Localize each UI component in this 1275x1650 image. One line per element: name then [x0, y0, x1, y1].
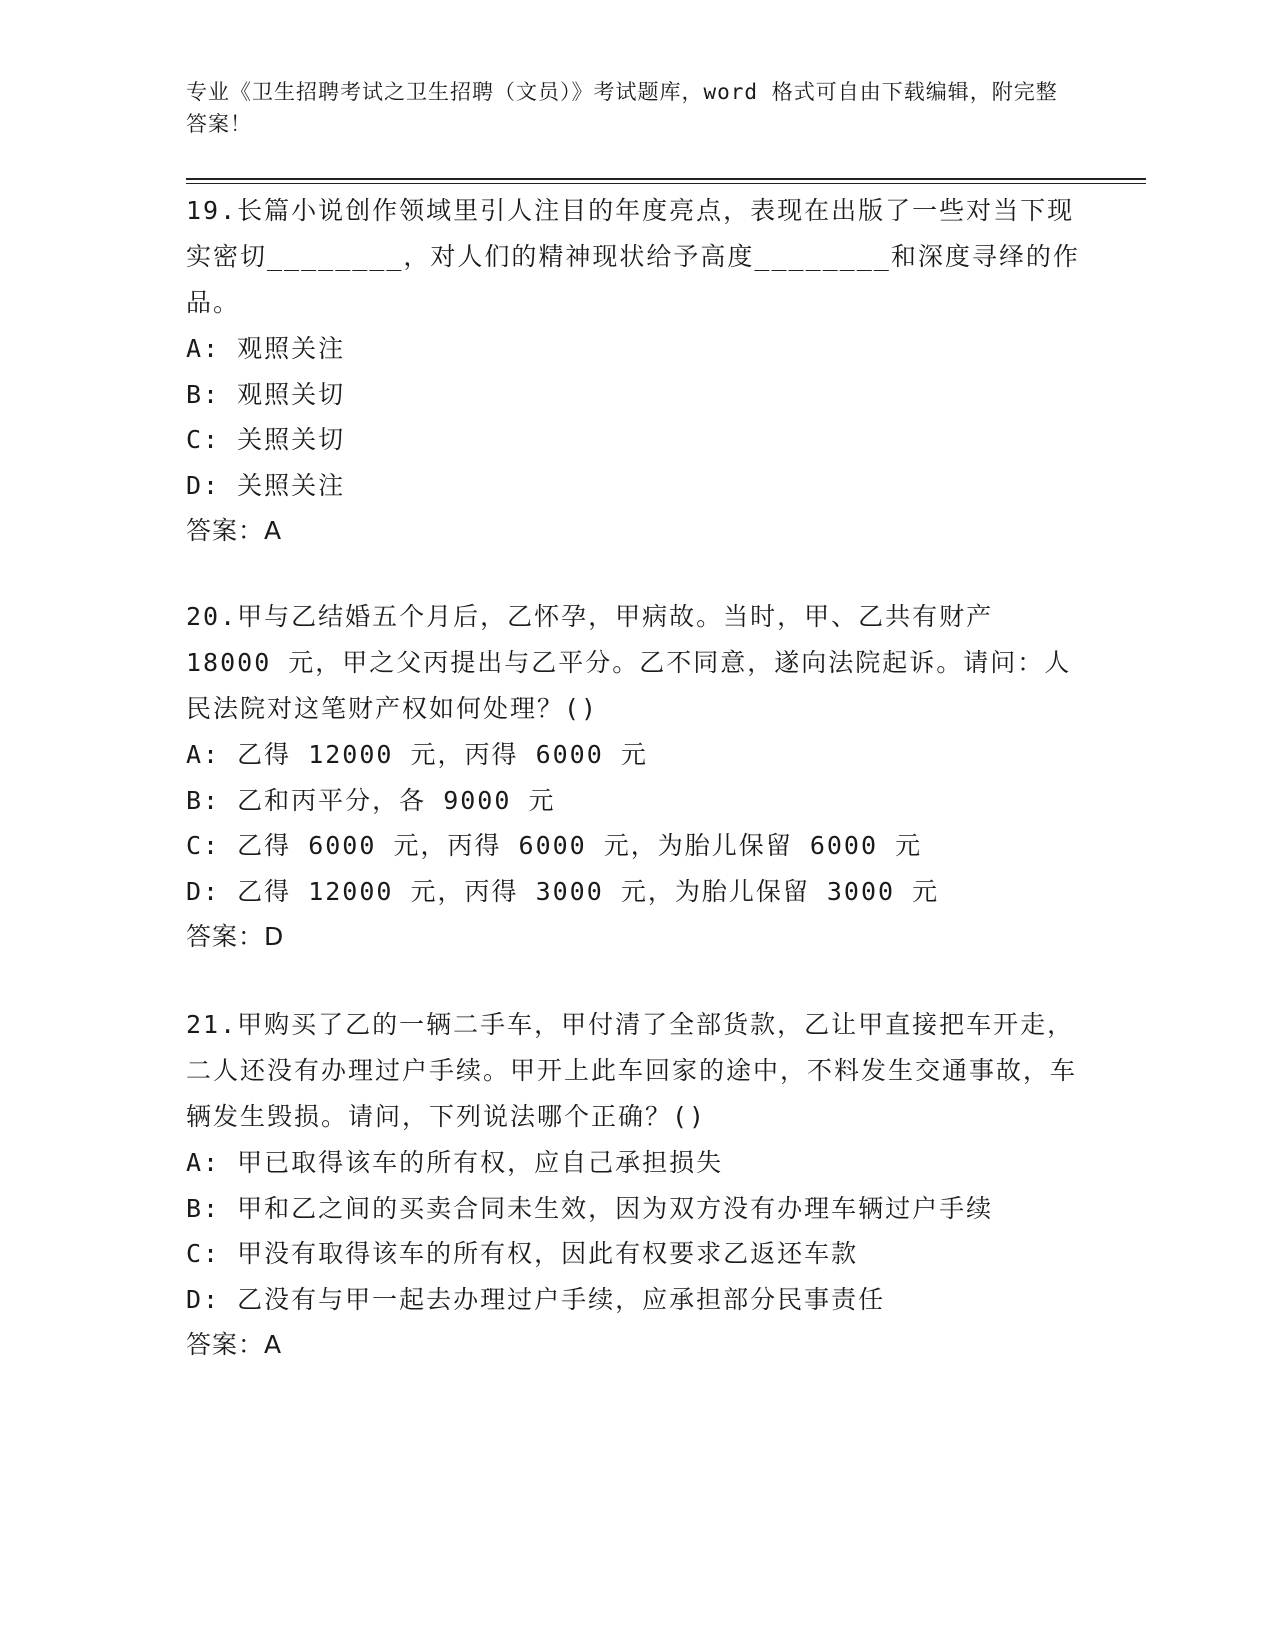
- option-d: D: 乙没有与甲一起去办理过户手续，应承担部分民事责任: [186, 1284, 886, 1314]
- option-c: C: 关照关切: [186, 425, 346, 454]
- option-b: B: 甲和乙之间的买卖合同未生效，因为双方没有办理车辆过户手续: [186, 1193, 994, 1223]
- option-c: C: 甲没有取得该车的所有权，因此有权要求乙返还车款: [186, 1239, 859, 1268]
- option-d: D: 关照关注: [186, 470, 346, 500]
- question-stem: 20.甲与乙结婚五个月后，乙怀孕，甲病故。当时，甲、乙共有财产 18000 元，甲之父丙提出与乙平分。乙不同意，遂向法院起诉。请问：人民法院对这笔财产权如何处理？(): [186, 602, 1072, 723]
- question-21: [186, 1002, 1086, 1368]
- option-a: A: 甲已取得该车的所有权，应自己承担损失: [186, 1148, 724, 1177]
- option-d: D: 乙得 12000 元，丙得 3000 元，为胎儿保留 3000 元: [186, 876, 940, 906]
- option-c: C: 乙得 6000 元，丙得 6000 元，为胎儿保留 6000 元: [186, 831, 923, 860]
- header-divider-thin: [186, 183, 1146, 184]
- document-header: 专业《卫生招聘考试之卫生招聘（文员）》考试题库，word 格式可自由下载编辑，附完整答案！: [186, 80, 1058, 136]
- option-a: A: 乙得 12000 元，丙得 6000 元: [186, 740, 648, 769]
- option-a: A: 观照关注: [186, 334, 346, 363]
- answer-line: 答案：A: [186, 1330, 283, 1359]
- question-stem: 21.甲购买了乙的一辆二手车，甲付清了全部货款，乙让甲直接把车开走，二人还没有办理过户手续。甲开上此车回家的途中，不料发生交通事故，车辆发生毁损。请问，下列说法哪个正确？(): [186, 1010, 1078, 1131]
- question-20: [186, 594, 1086, 960]
- header-divider-thick: [186, 178, 1146, 180]
- question-stem: 19.长篇小说创作领域里引人注目的年度亮点，表现在出版了一些对当下现实密切________，对人们的精神现状给予高度________和深度寻绎的作品。: [186, 196, 1080, 317]
- answer-line: 答案：D: [186, 922, 285, 951]
- option-b: B: 观照关切: [186, 379, 346, 409]
- option-b: B: 乙和丙平分，各 9000 元: [186, 785, 556, 815]
- question-19: [186, 188, 1086, 554]
- answer-line: 答案：A: [186, 516, 283, 545]
